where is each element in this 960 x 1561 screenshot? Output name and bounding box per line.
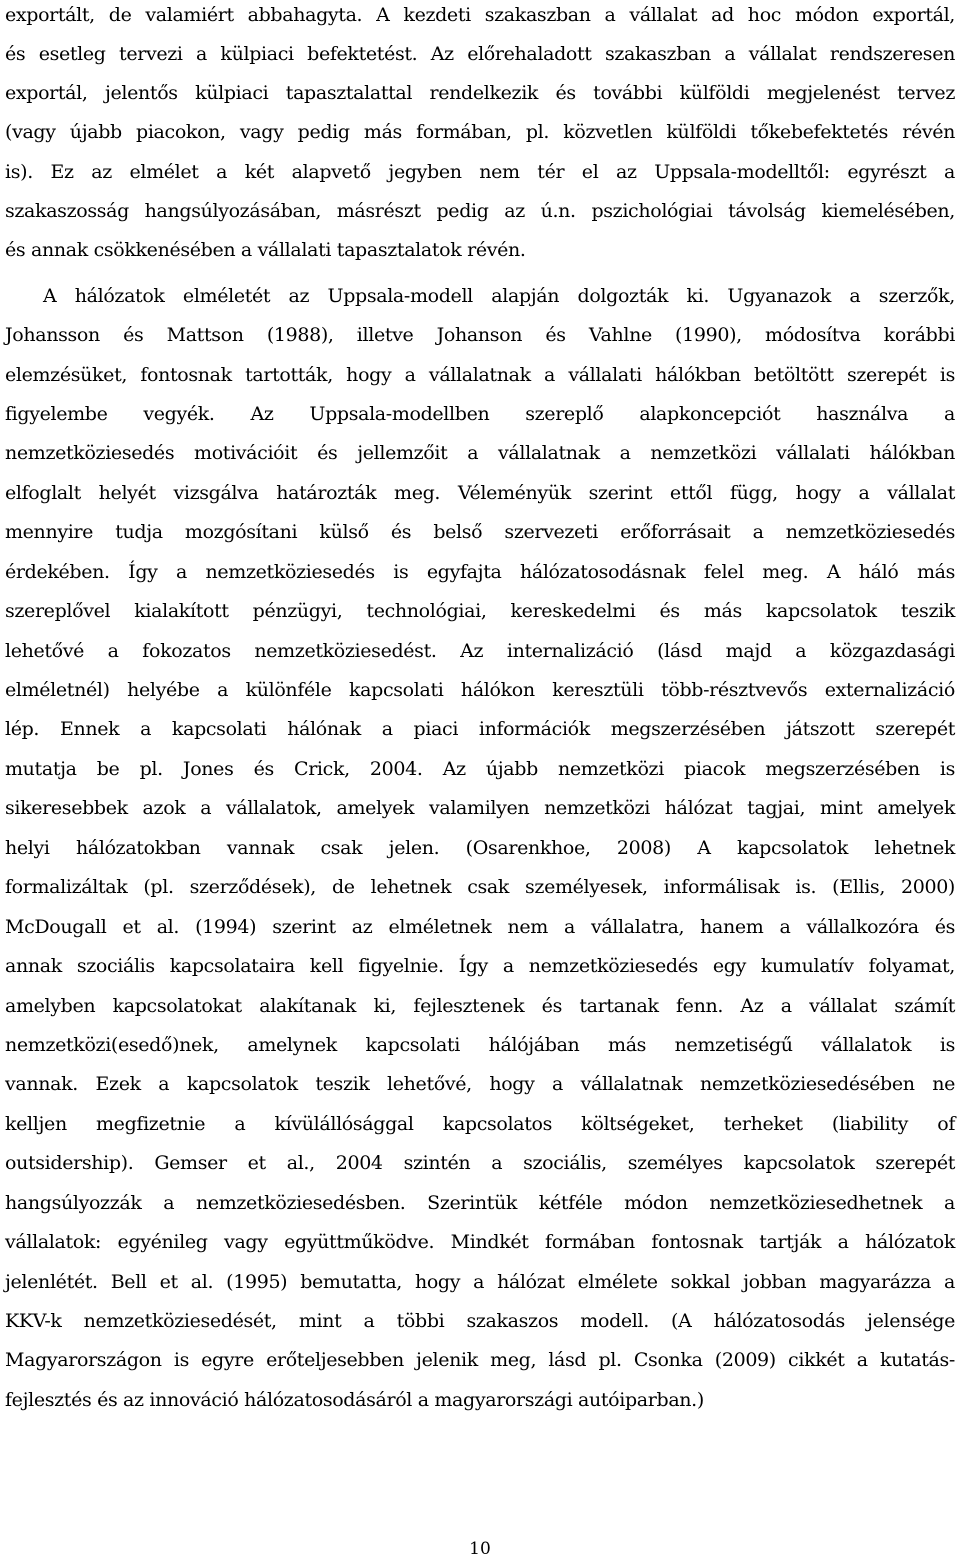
text-line: elfoglalt helyét vizsgálva határozták meg. Véleményük szerint ettől függ, hogy a vállalat <box>5 482 955 504</box>
text-line: is). Ez az elmélet a két alapvető jegyben nem tér el az Uppsala-modelltől: egyrészt a <box>5 161 955 183</box>
text-line: jelenlétét. Bell et al. (1995) bemutatta, hogy a hálózat elmélete sokkal jobban magyarázza a <box>5 1271 955 1293</box>
text-line: elméletnél) helyébe a különféle kapcsolati hálókon keresztüli több-résztvevős externalizáció <box>5 679 955 701</box>
text-line: nemzetközi(esedő)nek, amelynek kapcsolati hálójában más nemzetiségű vállalatok is <box>5 1034 955 1056</box>
text-line: outsidership). Gemser et al., 2004 szintén a szociális, személyes kapcsolatok szerepét <box>5 1152 955 1174</box>
text-line: annak szociális kapcsolataira kell figyelnie. Így a nemzetköziesedés egy kumulatív folyamat, <box>5 955 955 977</box>
text-line: exportál, jelentős külpiaci tapasztalattal rendelkezik és további külföldi megjelenést tervez <box>5 82 955 104</box>
page-number: 10 <box>469 1539 491 1559</box>
text-line: szakaszosság hangsúlyozásában, másrészt pedig az ú.n. pszichológiai távolság kiemelésében, <box>5 200 955 222</box>
text-line: A hálózatok elméletét az Uppsala-modell alapján dolgozták ki. Ugyanazok a szerzők, <box>43 285 955 307</box>
text-line: lehetővé a fokozatos nemzetköziesedést. Az internalizáció (lásd majd a közgazdasági <box>5 640 955 662</box>
text-line: Magyarországon is egyre erőteljesebben jelenik meg, lásd pl. Csonka (2009) cikkét a kutatás- <box>5 1349 955 1371</box>
text-line: és esetleg tervezi a külpiaci befektetést. Az előrehaladott szakaszban a vállalat rendszeresen <box>5 43 955 65</box>
text-line: sikeresebbek azok a vállalatok, amelyek valamilyen nemzetközi hálózat tagjai, mint amelyek <box>5 797 955 819</box>
text-line: kelljen megfizetnie a kívülállósággal kapcsolatos költségeket, terheket (liability of <box>5 1113 955 1135</box>
text-line: elemzésüket, fontosnak tartották, hogy a vállalatnak a vállalati hálókban betöltött szerepét is <box>5 364 955 386</box>
text-line: érdekében. Így a nemzetköziesedés is egyfajta hálózatosodásnak felel meg. A háló más <box>5 561 955 583</box>
text-line: exportált, de valamiért abbahagyta. A kezdeti szakaszban a vállalat ad hoc módon exportál, <box>5 4 955 26</box>
text-line: formalizáltak (pl. szerződések), de lehetnek csak személyesek, informálisak is. (Ellis, 2000) <box>5 876 955 898</box>
text-line: helyi hálózatokban vannak csak jelen. (Osarenkhoe, 2008) A kapcsolatok lehetnek <box>5 837 955 859</box>
text-line: McDougall et al. (1994) szerint az elméletnek nem a vállalatra, hanem a vállalkozóra és <box>5 916 955 938</box>
text-line: vannak. Ezek a kapcsolatok teszik lehetővé, hogy a vállalatnak nemzetköziesedésében ne <box>5 1073 955 1095</box>
text-line: amelyben kapcsolatokat alakítanak ki, fejlesztenek és tartanak fenn. Az a vállalat számít <box>5 995 955 1017</box>
text-line: nemzetköziesedés motivációit és jellemzőit a vállalatnak a nemzetközi vállalati hálókban <box>5 442 955 464</box>
text-line: hangsúlyozzák a nemzetköziesedésben. Szerintük kétféle módon nemzetköziesedhetnek a <box>5 1192 955 1214</box>
text-line: szereplővel kialakított pénzügyi, technológiai, kereskedelmi és más kapcsolatok teszik <box>5 600 955 622</box>
text-line: KKV-k nemzetköziesedését, mint a többi szakaszos modell. (A hálózatosodás jelensége <box>5 1310 955 1332</box>
text-line: fejlesztés és az innováció hálózatosodásáról a magyarországi autóiparban.) <box>5 1389 704 1411</box>
text-line: figyelembe vegyék. Az Uppsala-modellben szereplő alapkoncepciót használva a <box>5 403 955 425</box>
text-line: lép. Ennek a kapcsolati hálónak a piaci információk megszerzésében játszott szerepét <box>5 718 955 740</box>
text-line: mutatja be pl. Jones és Crick, 2004. Az újabb nemzetközi piacok megszerzésében is <box>5 758 955 780</box>
text-line: (vagy újabb piacokon, vagy pedig más formában, pl. közvetlen külföldi tőkebefektetés révén <box>5 121 955 143</box>
text-line: és annak csökkenésében a vállalati tapasztalatok révén. <box>5 239 526 261</box>
text-line: Johansson és Mattson (1988), illetve Johanson és Vahlne (1990), módosítva korábbi <box>5 324 955 346</box>
text-line: mennyire tudja mozgósítani külső és belső szervezeti erőforrásait a nemzetköziesedés <box>5 521 955 543</box>
text-line: vállalatok: egyénileg vagy együttműködve. Mindkét formában fontosnak tartják a hálózatok <box>5 1231 955 1253</box>
